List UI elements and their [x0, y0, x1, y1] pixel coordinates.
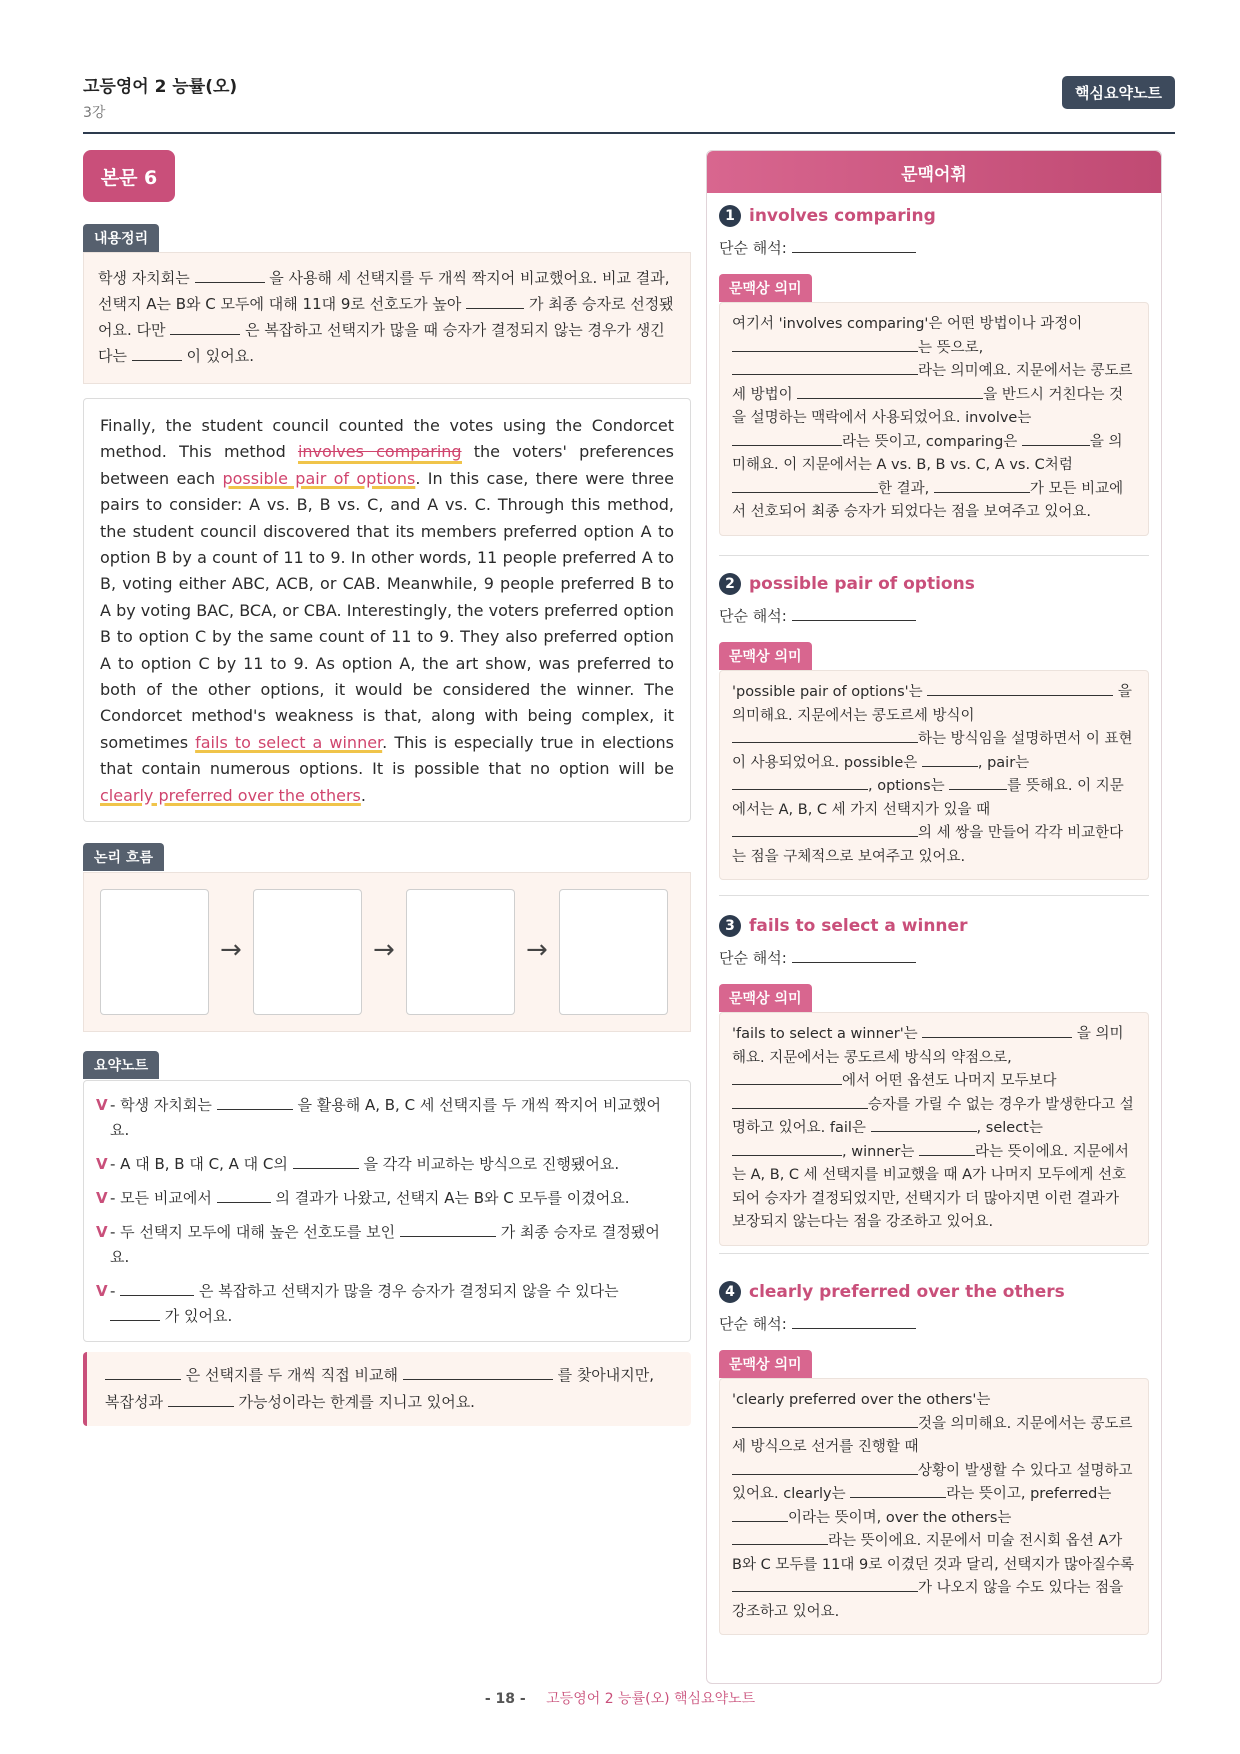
conclusion-text: 를 찾아내지만, — [557, 1366, 655, 1384]
meaning-text: 여기서 'involves comparing'은 어떤 방법이나 과정이 — [732, 316, 1083, 332]
blank[interactable] — [732, 1578, 918, 1593]
blank[interactable] — [120, 1281, 194, 1296]
divider — [719, 895, 1149, 896]
blank[interactable] — [919, 1141, 975, 1156]
arrow-right-icon: → — [220, 935, 242, 965]
context-meaning-box — [719, 1378, 1149, 1635]
highlight-phrase: clearly preferred over the others — [100, 785, 361, 805]
blank[interactable] — [217, 1095, 293, 1110]
blank[interactable] — [732, 823, 918, 838]
highlight-phrase: possible pair of options — [222, 468, 416, 488]
check-mark-icon: V — [96, 1096, 108, 1114]
entry-number: 3 — [719, 915, 741, 937]
note-text: - A 대 B, B 대 C, A 대 C의 — [110, 1155, 288, 1173]
meaning-text: , pair는 — [977, 754, 1030, 771]
meaning-text: 'possible pair of options'는 — [732, 684, 923, 700]
meaning-text: 상황이 발생할 수 있다고 설명하고 있어요. clearly는 — [732, 1462, 1133, 1502]
blank[interactable] — [110, 1306, 160, 1321]
meaning-text: 하는 방식임을 설명하면서 이 표현이 사용되었어요. possible은 — [732, 731, 1133, 771]
blank[interactable] — [168, 1392, 234, 1407]
meaning-text: 라는 뜻이고, preferred는 — [946, 1486, 1112, 1502]
vocab-entry-1 — [719, 203, 1149, 536]
blank[interactable] — [105, 1365, 181, 1380]
meaning-text: 라는 의미예요. 지문에서는 콩도르세 방법이 — [732, 363, 1133, 403]
entry-number: 2 — [719, 573, 741, 595]
document-title: 고등영어 2 능률(오) — [83, 77, 238, 97]
note-item — [96, 1093, 678, 1143]
flow-step-1[interactable] — [100, 889, 209, 1015]
simple-translation-label: 단순 해석: — [719, 239, 787, 257]
meaning-text: 라는 뜻이에요. 지문에서 미술 전시회 옵션 A가 B와 C 모두를 11대 9로 이겼던 것과 달리, 선택지가 많아질수록 — [732, 1533, 1134, 1573]
meaning-text: 라는 뜻이고, comparing은 — [842, 433, 1018, 450]
logic-flow-box — [83, 872, 691, 1032]
blank[interactable] — [732, 729, 918, 744]
highlight-phrase: fails to select a winner — [195, 732, 383, 752]
note-item — [96, 1152, 678, 1177]
vocab-entry-2 — [719, 571, 1149, 880]
section-title: 본문 6 — [83, 150, 175, 202]
vocab-entry-3 — [719, 913, 1149, 1246]
content-summary-box — [83, 252, 691, 384]
meaning-text: 을 의미해요. 지문에서는 콩도르세 방식의 약점으로, — [732, 1026, 1124, 1066]
meaning-text: 의미해요. 이 지문에서는 A vs. B, B vs. C, A vs. C처럼 — [732, 433, 1123, 473]
entry-number: 4 — [719, 1281, 741, 1303]
note-type-badge: 핵심요약노트 — [1062, 76, 1175, 109]
summary-text: 이 있어요. — [186, 347, 255, 365]
blank[interactable] — [732, 361, 918, 376]
meaning-text: 라는 뜻이에요. 지문에서는 A, B, C 세 선택지를 비교했을 때 A가 나머지 모두에게 선호되어 승자가 결정되었지만, 선택지가 더 많아지면 이런 결과가 보장되지 않는다는 점을 강조하고 있어요. — [732, 1143, 1129, 1230]
note-text: 을 활용해 A, B, C 세 선택지를 두 개씩 짝지어 비교했어요. — [110, 1096, 662, 1139]
summary-text: 은 복잡하고 선택지가 많을 때 승자가 결정되지 않는 경우가 생긴다는 — [98, 321, 665, 365]
blank[interactable] — [871, 1118, 977, 1133]
note-text: 을 각각 비교하는 방식으로 진행됐어요. — [363, 1155, 620, 1173]
meaning-text: 가 나오지 않을 수도 있다는 점을 강조하고 있어요. — [732, 1580, 1124, 1620]
summary-text: 가 최종 승자로 선정됐어요. 다만 — [98, 295, 674, 339]
blank[interactable] — [217, 1188, 271, 1203]
simple-translation-label: 단순 해석: — [719, 1315, 787, 1333]
meaning-text: , winner는 — [842, 1143, 915, 1160]
vocab-term: possible pair of options — [749, 574, 975, 594]
note-text: 가 있어요. — [164, 1307, 233, 1325]
context-vocab-panel — [706, 150, 1162, 1684]
conclusion-box — [83, 1352, 691, 1426]
passage-text: . This is especially true in elections that contain numerous options. It is possible that no option will be — [100, 732, 674, 779]
blank[interactable] — [797, 384, 983, 399]
blank[interactable] — [792, 606, 916, 621]
check-mark-icon: V — [96, 1189, 108, 1207]
blank[interactable] — [732, 1507, 788, 1522]
meaning-text: 의 세 쌍을 만들어 각각 비교한다는 점을 구체적으로 보여주고 있어요. — [732, 825, 1124, 865]
context-meaning-label: 문맥상 의미 — [719, 642, 812, 670]
vocab-panel-title: 문맥어휘 — [707, 151, 1161, 193]
meaning-text: 에서 어떤 옵션도 나머지 모두보다 — [842, 1073, 1057, 1089]
check-mark-icon: V — [96, 1282, 108, 1300]
page-footer — [0, 1688, 1240, 1708]
context-meaning-label: 문맥상 의미 — [719, 1350, 812, 1378]
context-meaning-box — [719, 302, 1149, 536]
check-mark-icon: V — [96, 1223, 108, 1241]
blank[interactable] — [732, 337, 918, 352]
arrow-right-icon: → — [526, 935, 548, 965]
meaning-text: , select는 — [976, 1120, 1043, 1136]
blank[interactable] — [403, 1365, 553, 1380]
blank[interactable] — [132, 346, 182, 361]
note-text: - 두 선택지 모두에 대해 높은 선호도를 보인 — [110, 1223, 396, 1241]
summary-note-box — [83, 1080, 691, 1342]
meaning-text: , options는 — [868, 778, 945, 794]
passage-text: Finally, the student council counted the votes using the Condorcet method. This method — [100, 416, 674, 462]
note-item — [96, 1220, 678, 1270]
blank[interactable] — [792, 238, 916, 253]
blank[interactable] — [949, 776, 1007, 791]
blank[interactable] — [732, 1460, 918, 1475]
blank[interactable] — [792, 948, 916, 963]
passage-text: . — [360, 785, 366, 805]
vocab-term: fails to select a winner — [749, 916, 968, 936]
divider — [719, 1253, 1149, 1254]
note-text: 은 복잡하고 선택지가 많을 경우 승자가 결정되지 않을 수 있다는 — [198, 1282, 619, 1300]
conclusion-text: 가능성이라는 한계를 지니고 있어요. — [238, 1393, 475, 1411]
meaning-text: 가 모든 비교에서 선호되어 최종 승자가 되었다는 점을 보여주고 있어요. — [732, 480, 1124, 520]
note-text: - — [110, 1282, 116, 1300]
passage-text: . In this case, there were three pairs to consider: A vs. B, B vs. C, and A vs. C. Through this method, the student council discovered that its members preferred option A to option B by a count of 11 to 9. In other words, 11 people preferred A to B, voting either ABC, ACB, or CAB. Meanwhile, 9 people preferred B to A by voting BAC, BCA, or CBA. Interestingly, the voters preferred option B to option C by the same count of 11 to 9. They also preferred option A to option C by 11 to 9. As option A, the art show, was preferred to both of the other options, it would be considered the winner. The Condorcet method's weakness is that, along with being complex, it sometimes — [100, 468, 674, 752]
page-header — [83, 70, 1175, 134]
note-text: - 학생 자치회는 — [110, 1096, 212, 1114]
conclusion-text: 은 선택지를 두 개씩 직접 비교해 — [185, 1366, 398, 1384]
meaning-text: 를 뜻해요. 이 지문에서는 A, B, C 세 가지 선택지가 있을 때 — [732, 778, 1124, 818]
blank[interactable] — [922, 752, 978, 767]
note-item — [96, 1279, 678, 1329]
passage-box — [83, 398, 691, 822]
blank[interactable] — [170, 320, 240, 335]
content-summary-label: 내용정리 — [83, 224, 159, 252]
passage-text: the voters' preferences between each — [100, 442, 674, 488]
vocab-entry-4 — [719, 1279, 1149, 1635]
meaning-text: 을 — [1089, 433, 1104, 450]
summary-text: 을 사용해 세 선택지를 두 개씩 짝지어 비교했어요. 비교 결과, 선택지 A는 B와 C 모두에 대해 11대 9로 선호도가 높아 — [98, 269, 670, 313]
blank[interactable] — [732, 1413, 918, 1428]
footer-title: 고등영어 2 능률(오) 핵심요약노트 — [546, 1691, 756, 1707]
check-mark-icon: V — [96, 1155, 108, 1173]
summary-text: 학생 자치회는 — [98, 269, 190, 287]
blank[interactable] — [927, 682, 1113, 697]
blank[interactable] — [732, 478, 878, 493]
blank[interactable] — [934, 478, 1030, 493]
lesson-number: 3강 — [83, 105, 106, 121]
vocab-term: involves comparing — [749, 206, 936, 226]
blank[interactable] — [466, 294, 524, 309]
note-item — [96, 1186, 678, 1211]
simple-translation-label: 단순 해석: — [719, 607, 787, 625]
note-text: 의 결과가 나왔고, 선택지 A는 B와 C 모두를 이겼어요. — [275, 1189, 630, 1207]
blank[interactable] — [732, 431, 842, 446]
meaning-text: 는 뜻으로, — [918, 339, 984, 356]
divider — [719, 555, 1149, 556]
flow-step-4[interactable] — [559, 889, 668, 1015]
meaning-text: 'fails to select a winner'는 — [732, 1026, 918, 1042]
context-meaning-label: 문맥상 의미 — [719, 274, 812, 302]
meaning-text: 을 의미해요. 지문에서는 콩도르세 방식이 — [732, 684, 1132, 724]
summary-note-label: 요약노트 — [83, 1051, 159, 1079]
flow-step-2[interactable] — [253, 889, 362, 1015]
blank[interactable] — [293, 1154, 359, 1169]
note-text: - 모든 비교에서 — [110, 1189, 212, 1207]
blank[interactable] — [850, 1484, 946, 1499]
logic-flow-label: 논리 흐름 — [83, 843, 164, 871]
meaning-text: 한 결과, — [878, 480, 930, 497]
arrow-right-icon: → — [373, 935, 395, 965]
meaning-text: 이라는 뜻이며, over the others는 — [788, 1509, 1012, 1526]
blank[interactable] — [732, 776, 868, 791]
meaning-text: 승자를 가릴 수 없는 경우가 발생한다고 설명하고 있어요. fail은 — [732, 1096, 1134, 1136]
blank[interactable] — [732, 1094, 868, 1109]
entry-number: 1 — [719, 205, 741, 227]
meaning-text: 것을 의미해요. 지문에서는 콩도르세 방식으로 선거를 진행할 때 — [732, 1415, 1133, 1455]
blank[interactable] — [922, 1024, 1072, 1039]
meaning-text: 을 반드시 거친다는 것을 설명하는 맥락에서 사용되었어요. involve는 — [732, 386, 1124, 426]
blank[interactable] — [732, 1141, 842, 1156]
context-meaning-box — [719, 1012, 1149, 1246]
note-text: 가 최종 승자로 결정됐어요. — [110, 1223, 660, 1266]
blank[interactable] — [1022, 431, 1090, 446]
conclusion-text: 복잡성과 — [105, 1393, 163, 1411]
blank[interactable] — [400, 1222, 496, 1237]
vocab-term: clearly preferred over the others — [749, 1282, 1065, 1302]
blank[interactable] — [792, 1314, 916, 1329]
meaning-text: 'clearly preferred over the others'는 — [732, 1392, 991, 1408]
blank[interactable] — [732, 1531, 828, 1546]
context-meaning-label: 문맥상 의미 — [719, 984, 812, 1012]
page-number: - 18 - — [484, 1691, 526, 1707]
highlight-phrase: involves comparing — [298, 442, 462, 464]
blank[interactable] — [732, 1071, 842, 1086]
simple-translation-label: 단순 해석: — [719, 949, 787, 967]
blank[interactable] — [195, 268, 265, 283]
context-meaning-box — [719, 670, 1149, 880]
flow-step-3[interactable] — [406, 889, 515, 1015]
